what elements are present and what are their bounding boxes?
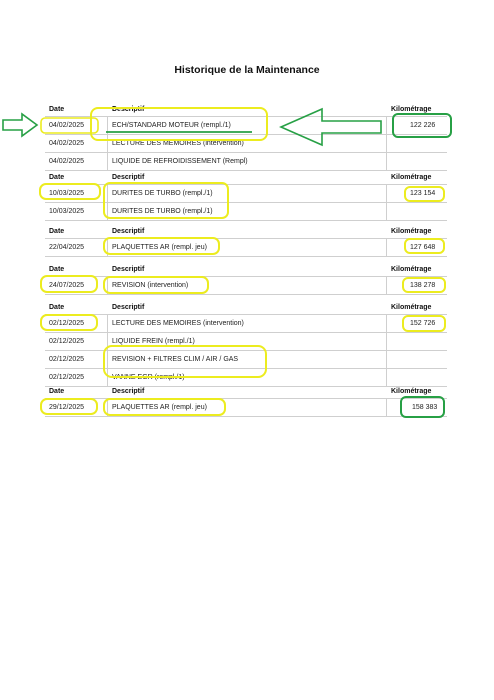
header-kilometrage: Kilométrage [391,304,432,311]
header-kilometrage: Kilométrage [391,228,432,235]
row-date: 10/03/2025 [49,190,85,197]
header-descriptif: Descriptif [112,388,145,395]
header-date: Date [49,174,65,181]
row-descriptif: ECH/STANDARD MOTEUR (rempl./1) [112,122,231,129]
row-descriptif: LIQUIDE FREIN (rempl./1) [112,338,195,345]
header-descriptif: Descriptif [112,304,145,311]
left-arrow-icon [281,109,381,145]
row-kilometrage: 123 154 [410,190,436,197]
row-date: 02/12/2025 [49,356,85,363]
row-date: 02/12/2025 [49,374,85,381]
row-descriptif: PLAQUETTES AR (rempl. jeu) [112,404,207,411]
row-date: 29/12/2025 [49,404,85,411]
header-descriptif: Descriptif [112,228,145,235]
row-descriptif: DURITES DE TURBO (rempl./1) [112,208,213,215]
document-title: Historique de la Maintenance [174,64,320,76]
row-descriptif: PLAQUETTES AR (rempl. jeu) [112,244,207,251]
header-kilometrage: Kilométrage [391,388,432,395]
row-descriptif: DURITES DE TURBO (rempl./1) [112,190,213,197]
row-date: 10/03/2025 [49,208,85,215]
header-kilometrage: Kilométrage [391,266,432,273]
row-kilometrage: 122 226 [410,122,436,129]
header-date: Date [49,228,65,235]
header-kilometrage: Kilométrage [391,106,432,113]
header-descriptif: Descriptif [112,174,145,181]
row-date: 24/07/2025 [49,282,85,289]
header-kilometrage: Kilométrage [391,174,432,181]
row-descriptif: LIQUIDE DE REFROIDISSEMENT (Rempl) [112,158,248,165]
header-date: Date [49,304,65,311]
right-arrow-icon [3,114,37,136]
row-kilometrage: 127 648 [410,244,436,251]
row-kilometrage: 158 383 [412,404,438,411]
header-date: Date [49,266,65,273]
row-kilometrage: 152 726 [410,320,436,327]
row-date: 04/02/2025 [49,158,85,165]
row-descriptif: VANNE EGR (rempl./1) [112,374,185,381]
header-descriptif: Descriptif [112,106,145,113]
row-date: 04/02/2025 [49,140,85,147]
row-date: 02/12/2025 [49,320,85,327]
row-descriptif: REVISION + FILTRES CLIM / AIR / GAS [112,356,239,363]
row-descriptif: REVISION (intervention) [112,282,189,289]
row-descriptif: LECTURE DES MEMOIRES (intervention) [112,320,244,327]
header-date: Date [49,388,65,395]
highlight-group1-date [41,118,98,133]
row-kilometrage: 138 278 [410,282,436,289]
header-descriptif: Descriptif [112,266,145,273]
row-date: 22/04/2025 [49,244,85,251]
row-date: 02/12/2025 [49,338,85,345]
header-date: Date [49,106,65,113]
row-descriptif: LECTURE DES MEMOIRES (intervention) [112,140,244,147]
row-date: 04/02/2025 [49,122,85,129]
